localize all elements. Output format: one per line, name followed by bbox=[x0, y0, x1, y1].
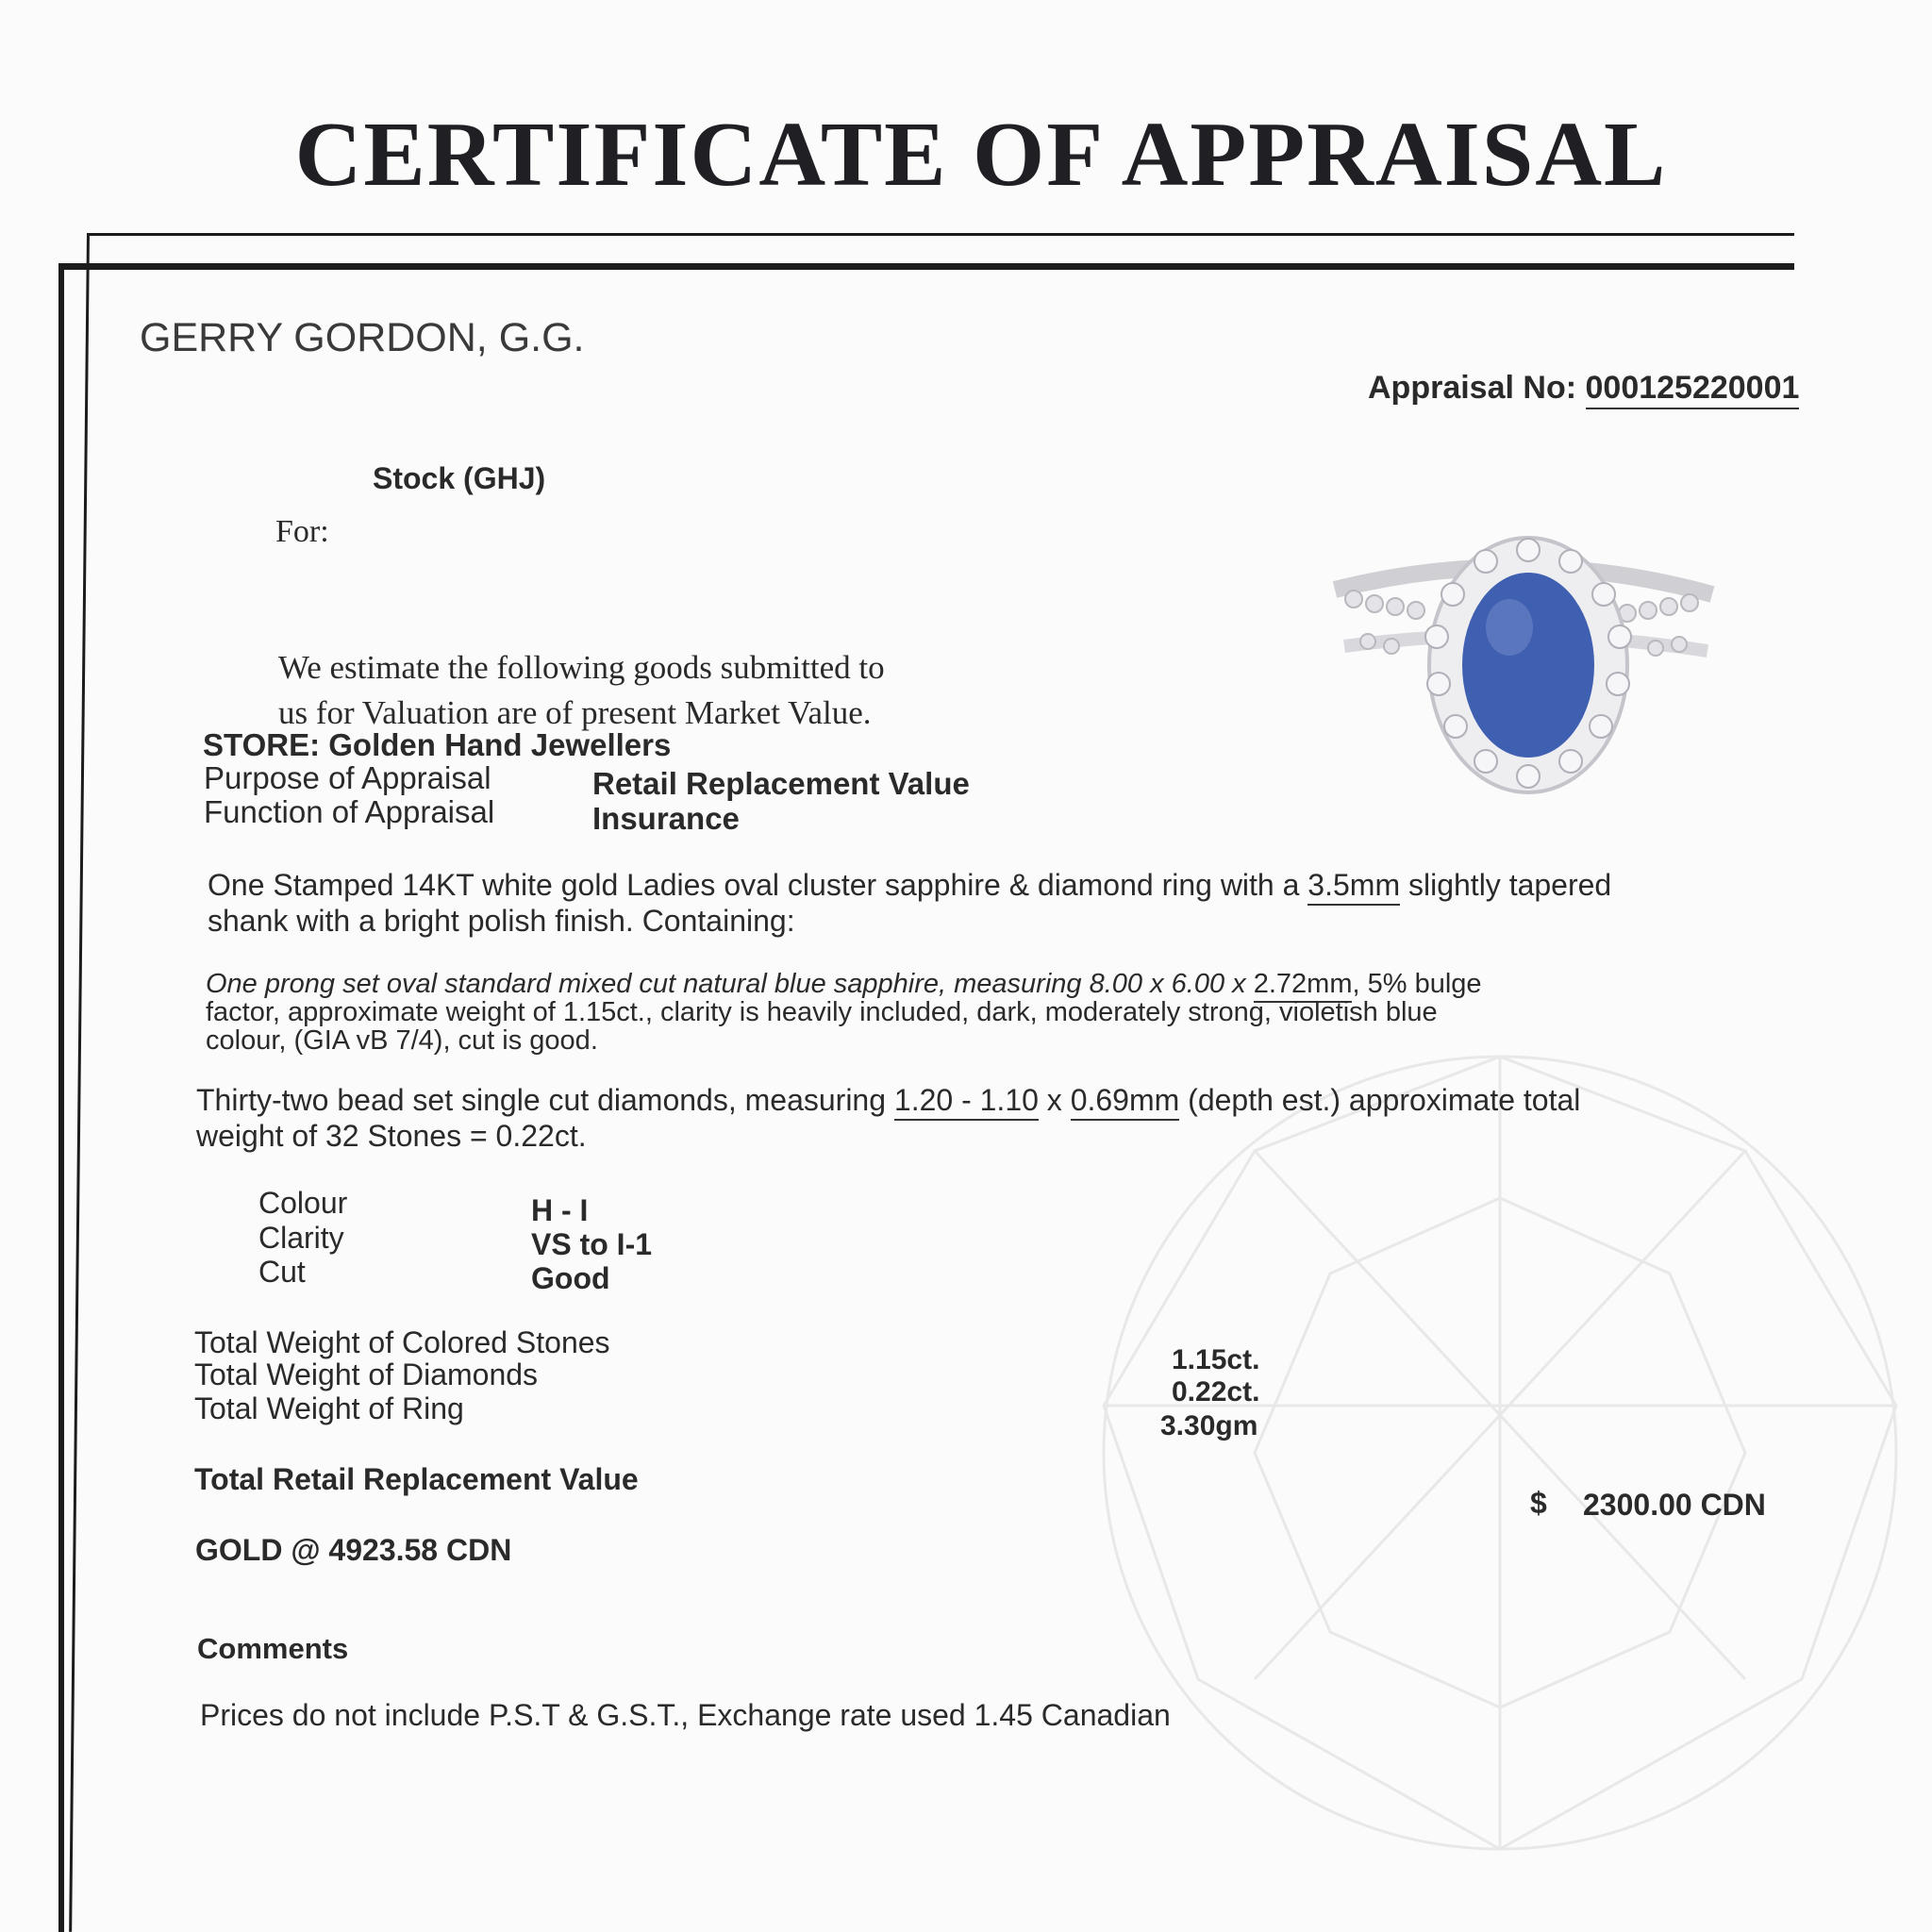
description-line-2: shank with a bright polish finish. Containing: bbox=[208, 904, 795, 938]
diamond-times: x bbox=[1038, 1083, 1071, 1117]
grade-value: VS to I-1 bbox=[531, 1227, 653, 1261]
diamond-size: 1.20 - 1.10 bbox=[894, 1083, 1039, 1121]
stock-code: Stock (GHJ) bbox=[373, 461, 546, 495]
band-width: 3.5mm bbox=[1307, 868, 1400, 906]
function-label: Function of Appraisal bbox=[204, 794, 495, 829]
frame-left-rule-outer bbox=[58, 263, 64, 1932]
total-value: 2300.00 CDN bbox=[1583, 1488, 1766, 1522]
sapphire-description bbox=[206, 970, 1482, 1055]
ring-description bbox=[208, 867, 1611, 939]
grade-value: Good bbox=[531, 1261, 610, 1295]
sapphire-line-3: colour, (GIA vB 7/4), cut is good. bbox=[206, 1025, 598, 1056]
appraisal-number bbox=[1368, 370, 1799, 407]
grade-label: Clarity bbox=[258, 1221, 344, 1255]
frame-top-rule-thin bbox=[87, 233, 1794, 236]
purpose-value: Retail Replacement Value bbox=[592, 766, 970, 801]
diamond-text: Thirty-two bead set single cut diamonds, measuring bbox=[196, 1083, 894, 1117]
total-label: Total Retail Replacement Value bbox=[194, 1462, 639, 1496]
sapphire-depth: 2.72mm bbox=[1254, 969, 1353, 1003]
estimate-line-1: We estimate the following goods submitted to bbox=[278, 649, 885, 686]
sapphire-text-end: , 5% bulge bbox=[1352, 969, 1482, 999]
diamond-text-end: (depth est.) approximate total bbox=[1179, 1083, 1581, 1117]
weight-value: 1.15ct. bbox=[1172, 1344, 1260, 1375]
description-text-end: slightly tapered bbox=[1400, 868, 1612, 902]
weight-label: Total Weight of Ring bbox=[194, 1391, 464, 1425]
diamond-watermark bbox=[1085, 1028, 1915, 1906]
total-currency: $ bbox=[1530, 1486, 1547, 1520]
store-name: STORE: Golden Hand Jewellers bbox=[203, 727, 672, 762]
sapphire-line-2: factor, approximate weight of 1.15ct., clarity is heavily included, dark, moderately strong, violetish blue bbox=[206, 997, 1438, 1027]
for-label: For: bbox=[275, 514, 329, 549]
appraiser-name: GERRY GORDON, G.G. bbox=[140, 315, 585, 360]
diamond-depth: 0.69mm bbox=[1071, 1083, 1180, 1121]
sapphire-stone bbox=[1462, 573, 1594, 758]
page-title: CERTIFICATE OF APPRAISAL bbox=[294, 104, 1668, 206]
function-value: Insurance bbox=[592, 801, 740, 836]
purpose-label: Purpose of Appraisal bbox=[204, 760, 491, 795]
weight-label: Total Weight of Colored Stones bbox=[194, 1325, 610, 1359]
weight-label: Total Weight of Diamonds bbox=[194, 1357, 539, 1391]
diamond-line-2: weight of 32 Stones = 0.22ct. bbox=[196, 1119, 587, 1153]
ring-photo bbox=[1316, 524, 1731, 807]
grade-label: Cut bbox=[258, 1255, 306, 1289]
grade-label: Colour bbox=[258, 1186, 348, 1220]
diamond-description bbox=[196, 1082, 1580, 1154]
weight-value: 3.30gm bbox=[1160, 1410, 1258, 1441]
comments-heading: Comments bbox=[197, 1632, 349, 1665]
grade-value: H - I bbox=[531, 1193, 589, 1227]
gold-price: GOLD @ 4923.58 CDN bbox=[195, 1533, 512, 1567]
appraisal-number-label: Appraisal No: bbox=[1368, 370, 1577, 406]
comments-text: Prices do not include P.S.T & G.S.T., Exchange rate used 1.45 Canadian bbox=[200, 1698, 1171, 1732]
description-text: One Stamped 14KT white gold Ladies oval cluster sapphire & diamond ring with a bbox=[208, 868, 1308, 902]
estimate-statement bbox=[278, 645, 885, 736]
estimate-line-2: us for Valuation are of present Market Value. bbox=[278, 694, 872, 731]
weight-value: 0.22ct. bbox=[1172, 1376, 1260, 1407]
frame-top-rule-thick bbox=[58, 263, 1794, 270]
appraisal-number-value: 000125220001 bbox=[1586, 370, 1800, 409]
frame-left-rule-inner bbox=[69, 233, 90, 1932]
sapphire-highlight bbox=[1486, 599, 1533, 656]
sapphire-text: One prong set oval standard mixed cut natural blue sapphire, measuring 8.00 x 6.00 x bbox=[206, 969, 1254, 999]
